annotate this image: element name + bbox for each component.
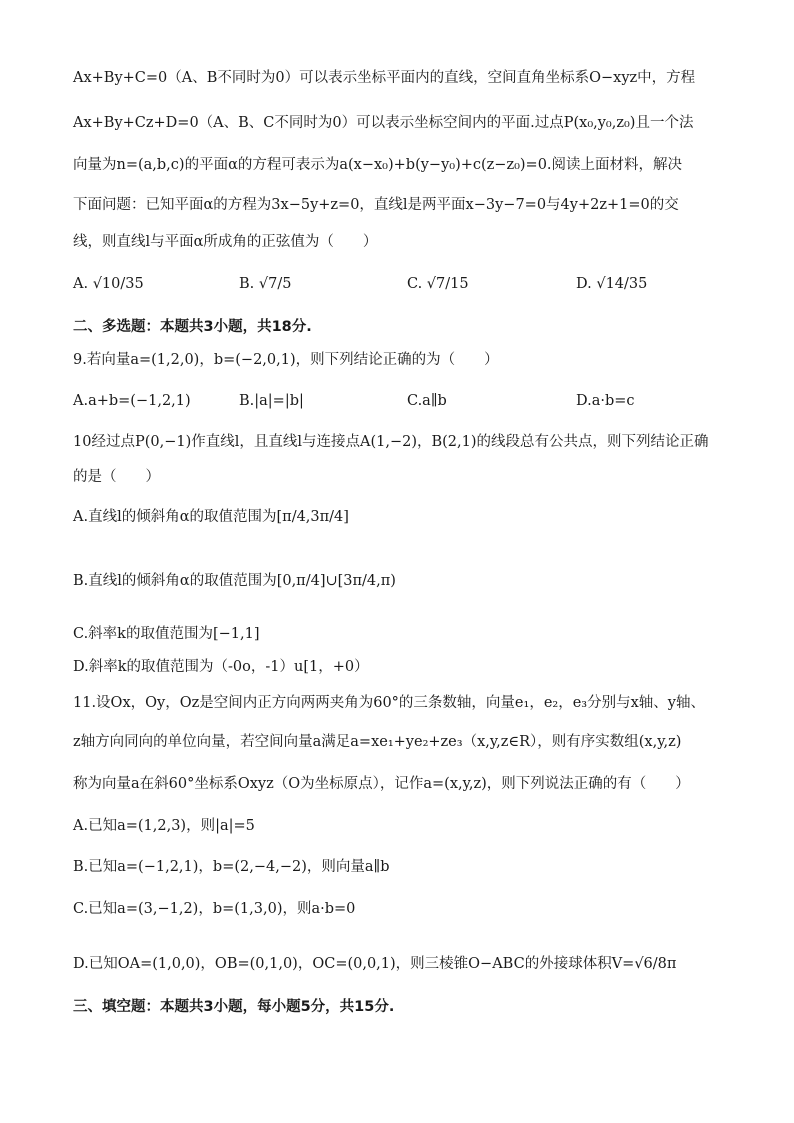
- q10-option-a: A.直线l的倾斜角α的取值范围为[π/4,3π/4]: [73, 509, 349, 525]
- q10-stem-line-1: 10经过点P(0,−1)作直线l，且直线l与连接点A(1,−2)，B(2,1)的线段总有公共点，则下列结论正确: [73, 434, 709, 450]
- section-heading-fill-in: 三、填空题：本题共3小题，每小题5分，共15分.: [73, 999, 395, 1015]
- section-heading-multiple-choice: 二、多选题：本题共3小题，共18分.: [73, 319, 312, 335]
- q10-option-d: D.斜率k的取值范围为（-0o，-1）u[1，+0）: [73, 659, 369, 675]
- q9-option-c: C.a∥b: [407, 393, 447, 409]
- q9-option-b: B.|a|=|b|: [239, 393, 304, 409]
- q11-stem-line-3: 称为向量a在斜60°坐标系Oxyz（O为坐标原点），记作a=(x,y,z)，则下列说法正确的有（ ）: [73, 776, 690, 792]
- q11-option-b: B.已知a=(−1,2,1)，b=(2,−4,−2)，则向量a∥b: [73, 859, 390, 875]
- q8-line-5: 线，则直线l与平面α所成角的正弦值为（ ）: [73, 234, 378, 250]
- q8-line-4: 下面问题：已知平面α的方程为3x−5y+z=0，直线l是两平面x−3y−7=0与4y+2z+1=0的交: [73, 197, 679, 213]
- q8-line-3: 向量为n=(a,b,c)的平面α的方程可表示为a(x−x₀)+b(y−y₀)+c(z−z₀)=0.阅读上面材料，解决: [73, 157, 683, 173]
- q10-option-c: C.斜率k的取值范围为[−1,1]: [73, 626, 260, 642]
- q9-option-d: D.a·b=c: [576, 393, 635, 409]
- q8-line-2: Ax+By+Cz+D=0（A、B、C不同时为0）可以表示坐标空间内的平面.过点P(x₀,y₀,z₀)且一个法: [73, 115, 694, 131]
- q8-line-1: Ax+By+C=0（A、B不同时为0）可以表示坐标平面内的直线，空间直角坐标系O−xyz中，方程: [73, 70, 696, 86]
- q8-option-d: D. √14/35: [576, 276, 648, 292]
- q8-option-c: C. √7/15: [407, 276, 469, 292]
- q11-option-a: A.已知a=(1,2,3)，则|a|=5: [73, 818, 255, 834]
- q8-option-a: A. √10/35: [73, 276, 144, 292]
- q10-option-b: B.直线l的倾斜角α的取值范围为[0,π/4]∪[3π/4,π): [73, 573, 396, 589]
- q11-option-d: D.已知OA=(1,0,0)，OB=(0,1,0)，OC=(0,0,1)，则三棱锥O−ABC的外接球体积V=√6/8π: [73, 956, 677, 972]
- q9-stem: 9.若向量a=(1,2,0)，b=(−2,0,1)，则下列结论正确的为（ ）: [73, 352, 499, 368]
- q8-option-b: B. √7/5: [239, 276, 292, 292]
- q11-option-c: C.已知a=(3,−1,2)，b=(1,3,0)，则a·b=0: [73, 901, 356, 917]
- q9-option-a: A.a+b=(−1,2,1): [73, 393, 191, 409]
- q11-stem-line-2: z轴方向同向的单位向量，若空间向量a满足a=xe₁+ye₂+ze₃（x,y,z∈R），则有序实数组(x,y,z): [73, 734, 682, 750]
- q11-stem-line-1: 11.设Ox，Oy，Oz是空间内正方向两两夹角为60°的三条数轴，向量e₁，e₂，e₃分别与x轴、y轴、: [73, 695, 705, 711]
- q10-stem-line-2: 的是（ ）: [73, 469, 160, 485]
